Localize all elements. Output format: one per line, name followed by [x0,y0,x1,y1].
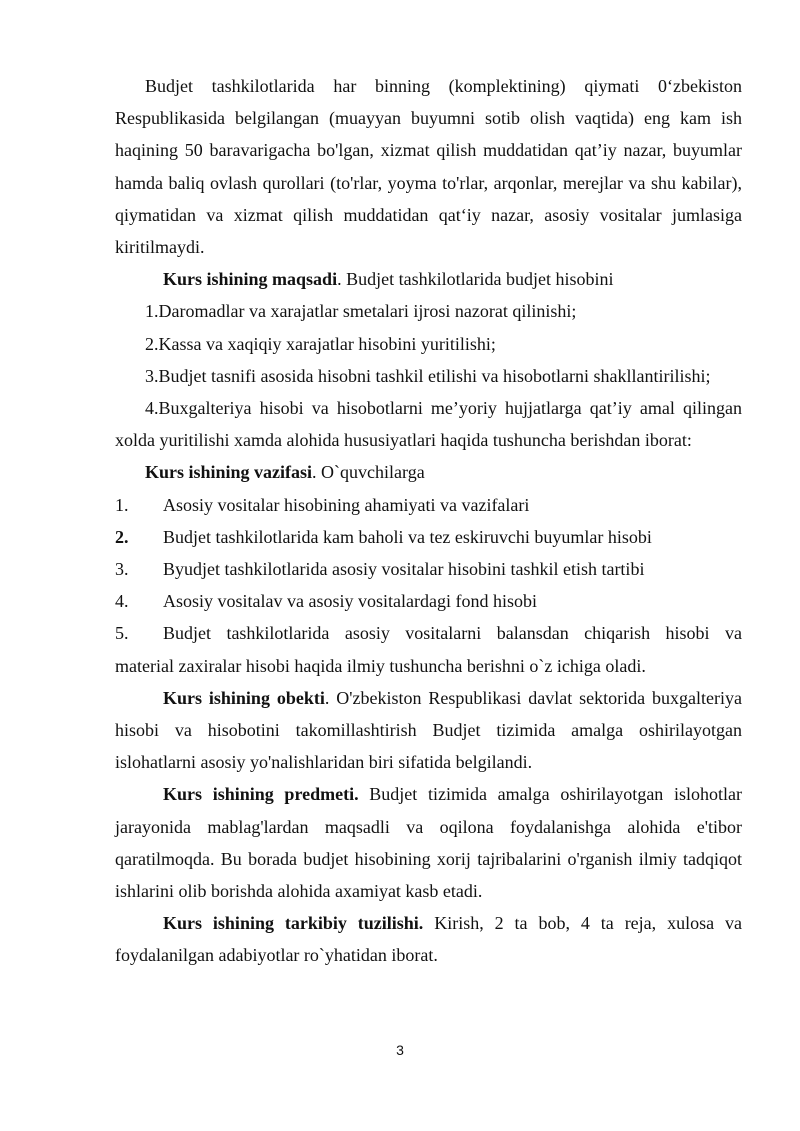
goal-paragraph [115,263,742,295]
tasks-list-item [115,585,742,617]
list-number: 1. [115,494,129,515]
tasks-list-item [115,553,742,585]
list-number: 4. [115,591,129,612]
list-text: Budjet tashkilotlarida kam baholi va tez eskiruvchi buyumlar hisobi [163,526,652,547]
list-text: Byudjet tashkilotlarida asosiy vositalar hisobini tashkil etish tartibi [163,559,645,580]
tasks-list-item [115,617,742,649]
list-number: 3. [115,559,129,580]
list-number: 2. [115,526,129,547]
tasks-paragraph [115,456,742,488]
tasks-list-item [115,521,742,553]
goal-item: 1.Daromadlar va xarajatlar smetalari ijrosi nazorat qilinishi; [145,301,577,322]
goal-item: 2.Kassa va xaqiqiy xarajatlar hisobini yuritilishi; [145,333,496,354]
goal-item: 4.Buxgalteriya hisobi va hisobotlarni me’yoriy hujjatlarga qat’iy amal qilingan xolda yuritilishi xamda alohida hususiyatlari haqida tushuncha berishdan iborat: [115,398,742,451]
list-text: Budjet tashkilotlarida asosiy vositalarni balansdan chiqarish hisobi va [163,623,742,644]
subject-heading: Kurs ishining predmeti. [163,784,359,805]
goal-text: . Budjet tashkilotlarida budjet hisobini [337,269,614,290]
structure-heading: Kurs ishining tarkibiy tuzilishi. [163,913,424,934]
structure-text: Kirish, 2 ta bob, 4 ta reja, xulosa va foydalanilgan adabiyotlar ro`yhatidan iborat. [115,913,742,966]
goal-item: 3.Budjet tasnifi asosida hisobni tashkil etilishi va hisobotlarni shakllantirilishi; [145,365,711,386]
structure-paragraph [115,907,742,971]
intro-paragraph: Budjet tashkilotlarida har binning (komplektining) qiymati 0‘zbekiston Respublikasida belgilangan (muayyan buyumni sotib olish vaqtida) eng kam ish haqining 50 baravarigacha bo'lgan, xizmat qilish muddatidan qat’iy nazar, buyumlar hamda baliq ovlash qurollari (to'rlar, yoyma to'rlar, arqonlar, merejlar va shu kabilar), qiymatidan va xizmat qilish muddatidan qat‘iy nazar, asosiy vositalar jumlasiga kiritilmaydi. [115,76,742,258]
subject-paragraph [115,778,742,907]
page-number: 3 [396,1042,404,1058]
tasks-list-continuation: material zaxiralar hisobi haqida ilmiy tushuncha berishni o`z ichiga oladi. [115,655,646,676]
body-text [115,70,742,972]
tasks-list-item [115,489,742,521]
tasks-heading: Kurs ishining vazifasi [145,462,313,483]
list-text: Asosiy vositalar hisobining ahamiyati va vazifalari [163,494,530,515]
object-heading: Kurs ishining obekti [163,687,325,708]
tasks-text: . O`quvchilarga [312,462,425,483]
goal-heading: Kurs ishining maqsadi [163,269,338,290]
list-number: 5. [115,623,129,644]
subject-text: Budjet tizimida amalga oshirilayotgan islohotlar jarayonida mablag'lardan maqsadli va oqilona foydalanishga alohida e'tibor qaratilmoqda. Bu borada budjet hisobining xorij tajribalarini o'rganish ilmiy tadqiqot ishlarini olib borishda alohida axamiyat kasb etadi. [115,784,742,902]
object-text: . O'zbekiston Respublikasi davlat sektorida buxgalteriya hisobi va hisobotini takomillashtirish Budjet tizimida amalga oshirilayotgan islohatlarni asosiy yo'nalishlaridan biri sifatida belgilandi. [115,687,742,773]
list-text: Asosiy vositalav va asosiy vositalardagi fond hisobi [163,591,537,612]
object-paragraph [115,682,742,779]
